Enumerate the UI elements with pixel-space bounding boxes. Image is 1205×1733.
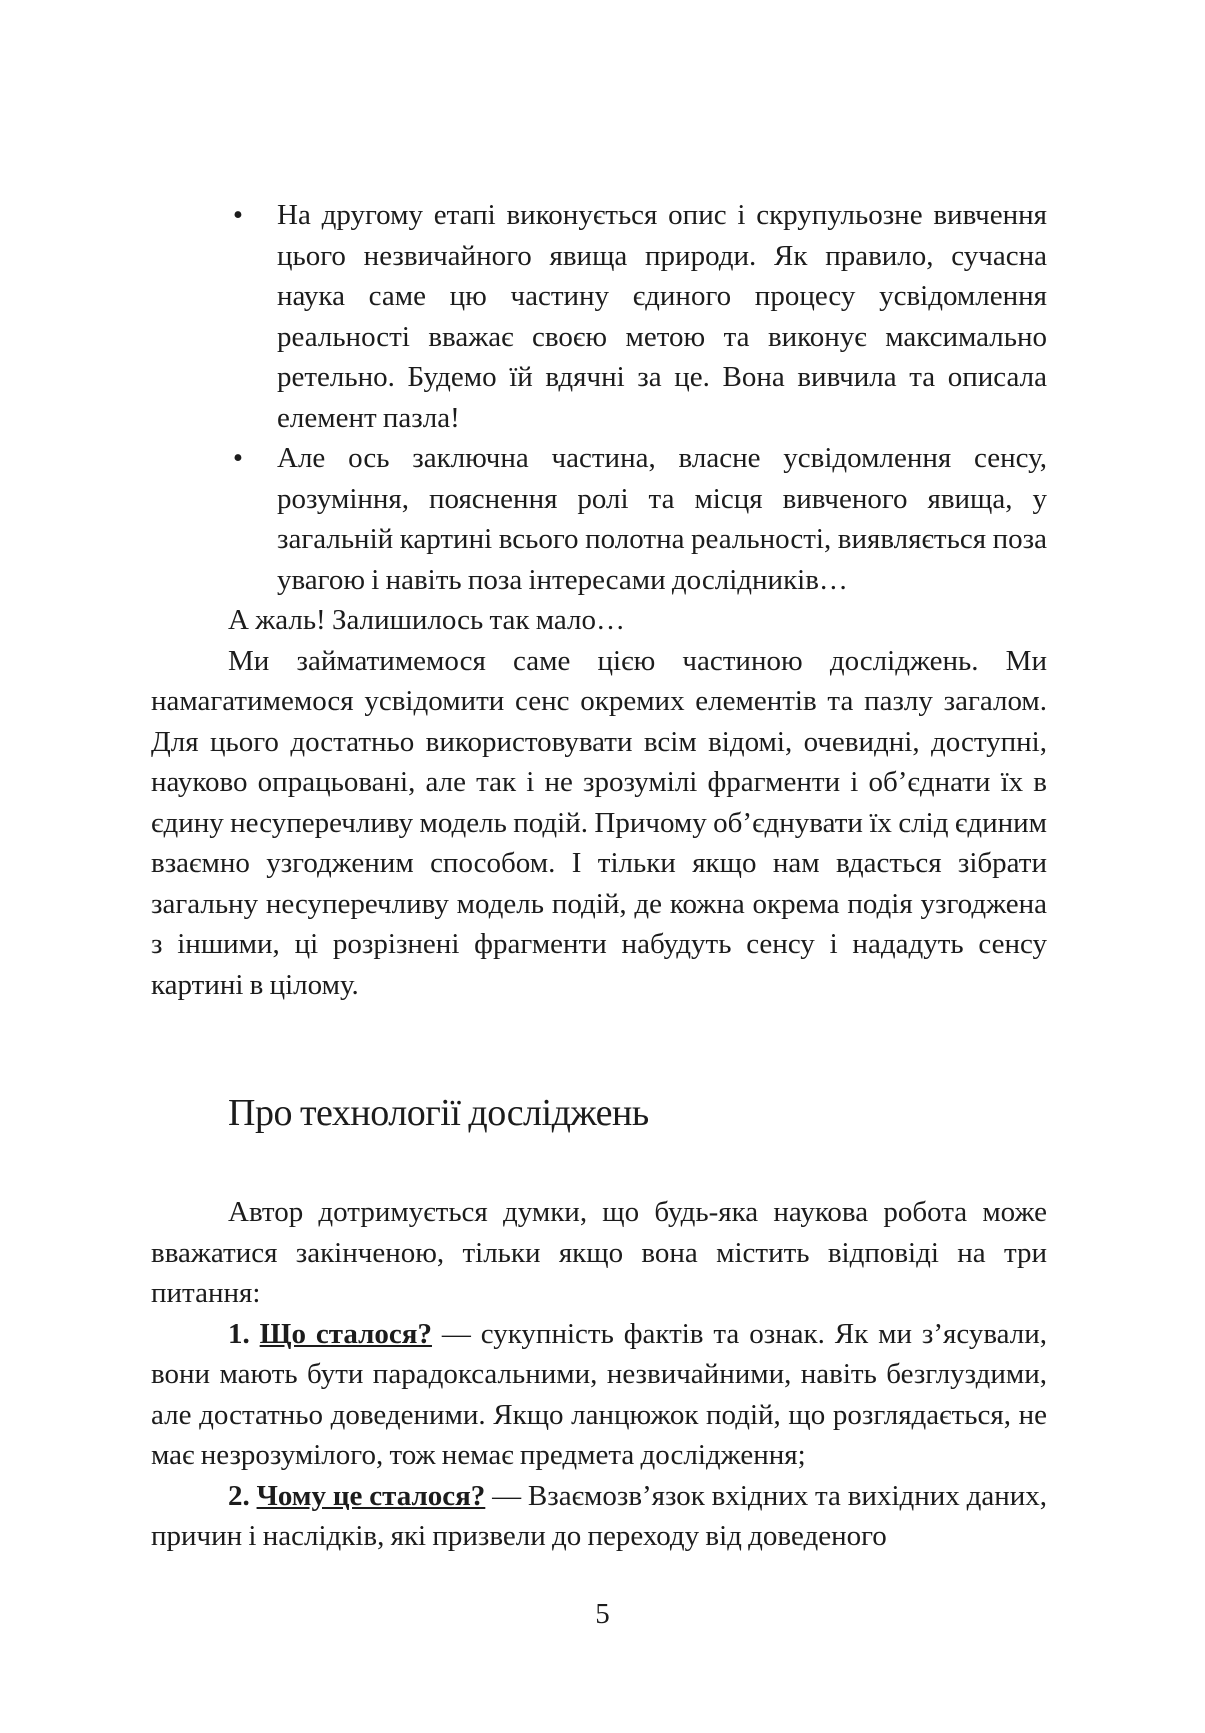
paragraph-research-goal: Ми займатимемося саме цією частиною досліджень. Ми намагатимемося усвідомити сенс окремих елементів та пазлу загалом. Для цього достатньо використовувати всім відомі, очевидні, доступні, науково опрацьовані, але так і не зрозумілі фрагменти і об’єднати їх в єдину несуперечливу модель подій. Причому об’єднувати їх слід єдиним взаємно узгодженим способом. І тільки якщо нам вдасться зібрати загальну несуперечливу модель подій, де кожна окрема подія узгоджена з іншими, ці розрізнені фрагменти набудуть сенсу і нададуть сенсу картині в цілому. [151,644,1047,1001]
bullet-list [151,195,1047,600]
question-text: — сукупність фактів та ознак. Як ми з’ясували, вони мають бути парадоксальними, незвичайними, навіть безглуздими, але достатньо доведеними. Якщо ланцюжок подій, що розглядається, не має незрозумілого, тож немає предмета дослідження; [151,1317,1048,1471]
question-number: 1. [228,1317,250,1350]
paragraph-regret: А жаль! Залишилось так мало… [228,604,625,636]
bullet-icon: • [232,442,244,474]
list-item [151,438,1047,600]
question-item [151,1314,1047,1476]
list-item [151,195,1047,438]
question-item [151,1476,1047,1557]
page-number: 5 [595,1598,610,1630]
question-text: — Взаємозв’язок вхідних та вихідних даних, причин і наслідків, які призвели до переходу від доведеного [151,1479,1048,1552]
page-body [151,195,1047,1557]
question-number: 2. [228,1479,250,1512]
question-term: Чому це сталося? [256,1479,486,1512]
bullet-icon: • [232,199,244,231]
section-heading: Про технології досліджень [228,1092,649,1134]
paragraph-author-opinion: Автор дотримується думки, що будь-яка наукова робота може вважатися закінченою, тільки якщо вона містить відповіді на три питання: [151,1196,1047,1309]
bullet-text: На другому етапі виконується опис і скрупульозне вивчення цього незвичайного явища природи. Як правило, сучасна наука саме цю частину єдиного процесу усвідомлення реальності вважає своєю метою та виконує максимально ретельно. Будемо їй вдячні за це. Вона вивчила та описала елемент пазла! [277,199,1047,434]
bullet-text: Але ось заключна частина, власне усвідомлення сенсу, розуміння, пояснення ролі та місця вивченого явища, у загальній картині всього полотна реальності, виявляється поза увагою і навіть поза інтересами дослідників… [277,442,1047,596]
question-term: Що сталося? [259,1317,432,1350]
